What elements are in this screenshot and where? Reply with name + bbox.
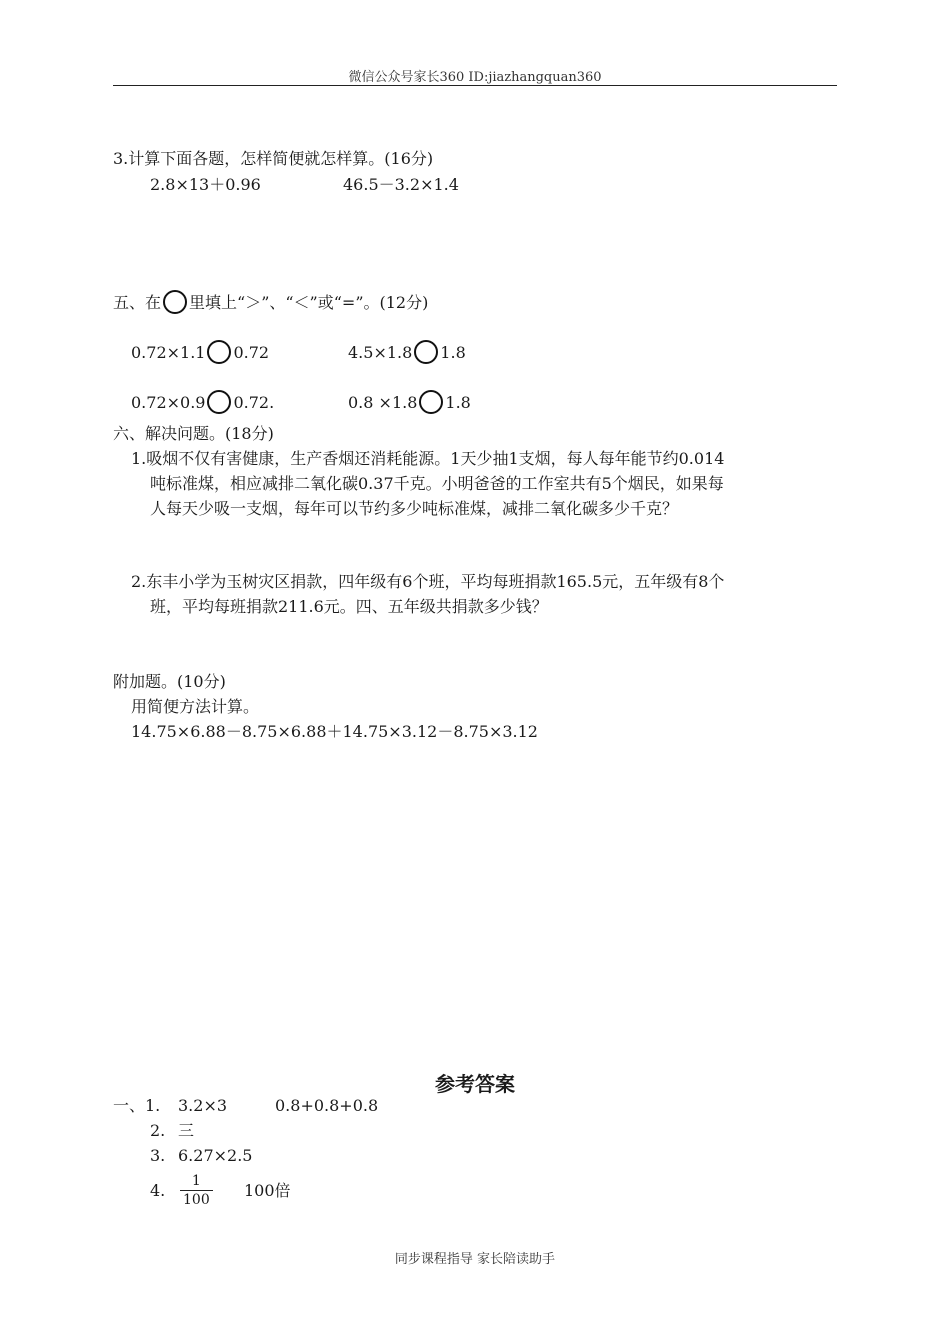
s6-title: 六、解决问题。(18分): [113, 424, 274, 443]
q3-expr-1: 2.8×13＋0.96: [150, 175, 261, 194]
answer-circle[interactable]: [414, 340, 438, 364]
answer-circle[interactable]: [207, 390, 231, 414]
fraction-denominator: 100: [183, 1192, 210, 1208]
s6-p1-line2: 吨标准煤，相应减排二氧化碳0.37千克。小明爸爸的工作室共有5个烟民，如果每: [150, 474, 724, 493]
compare-item: [348, 340, 466, 365]
answer-1-prefix: 一、1.: [113, 1096, 161, 1115]
answer-3-value: 6.27×2.5: [178, 1146, 253, 1165]
compare-right: 0.72: [233, 343, 270, 362]
s5-title: [113, 290, 428, 315]
answers-title: 参考答案: [435, 1072, 515, 1096]
bonus-title: 附加题。(10分): [113, 672, 226, 691]
compare-item: [131, 390, 274, 415]
s6-p2-line2: 班，平均每班捐款211.6元。四、五年级共捐款多少钱？: [150, 597, 548, 616]
compare-left: 4.5×1.8: [348, 343, 413, 362]
bonus-instruction: 用简便方法计算。: [131, 697, 260, 716]
answer-circle[interactable]: [419, 390, 443, 414]
s6-p2-line1: 2.东丰小学为玉树灾区捐款，四年级有6个班，平均每班捐款165.5元，五年级有8个: [131, 572, 725, 591]
answer-1-value-1: 3.2×3: [178, 1096, 228, 1115]
answer-3-num: 3.: [150, 1146, 166, 1165]
compare-left: 0.72×0.9: [131, 393, 206, 412]
q3-title: 3.计算下面各题，怎样简便就怎样算。(16分): [113, 149, 434, 168]
compare-item: [348, 390, 471, 415]
compare-right: 1.8: [445, 393, 471, 412]
page-header: 微信公众号家长360 ID:jiazhangquan360: [348, 70, 602, 85]
answer-circle[interactable]: [207, 340, 231, 364]
compare-right: 1.8: [440, 343, 466, 362]
compare-right: 0.72.: [233, 393, 275, 412]
compare-circle-icon: [163, 290, 187, 314]
answer-4-num: 4.: [150, 1181, 166, 1200]
answer-2-value: 三: [178, 1121, 195, 1140]
header-rule: [113, 85, 837, 86]
compare-left: 0.8 ×1.8: [348, 393, 418, 412]
answer-1-value-2: 0.8+0.8+0.8: [275, 1096, 379, 1115]
s6-p1-line1: 1.吸烟不仅有害健康，生产香烟还消耗能源。1天少抽1支烟，每人每年能节约0.014: [131, 449, 725, 468]
s5-title-post: 里填上“＞”、“＜”或“=”。(12分): [189, 293, 429, 312]
compare-item: [131, 340, 269, 365]
answer-2-num: 2.: [150, 1121, 166, 1140]
answer-4-value: 100倍: [244, 1181, 291, 1200]
compare-left: 0.72×1.1: [131, 343, 206, 362]
answer-4-fraction: [180, 1172, 213, 1209]
s5-title-pre: 五、在: [113, 293, 162, 312]
s6-p1-line3: 人每天少吸一支烟，每年可以节约多少吨标准煤，减排二氧化碳多少千克？: [150, 499, 679, 518]
fraction-numerator: 1: [180, 1172, 213, 1191]
page-footer: 同步课程指导 家长陪读助手: [394, 1252, 556, 1267]
q3-expr-2: 46.5－3.2×1.4: [343, 175, 459, 194]
bonus-expr: 14.75×6.88－8.75×6.88＋14.75×3.12－8.75×3.12: [131, 722, 538, 741]
